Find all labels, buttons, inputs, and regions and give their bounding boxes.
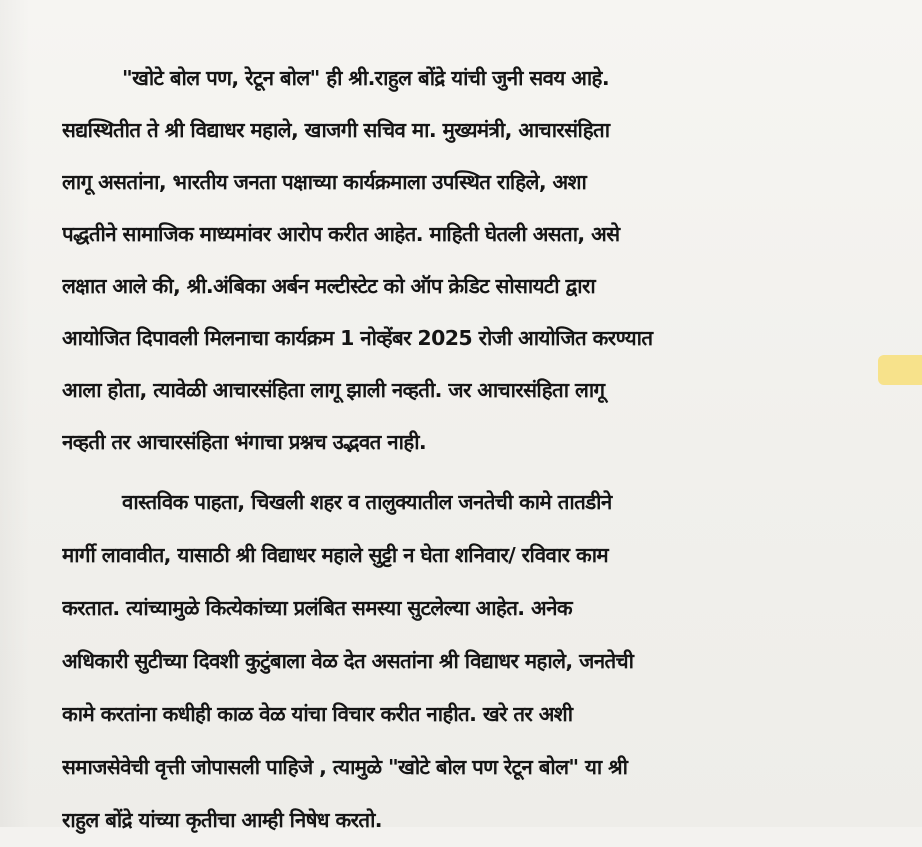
text-line: वास्तविक पाहता, चिखली शहर व तालुक्यातील जनतेची कामे तातडीने bbox=[122, 490, 612, 514]
scan-edge-shadow bbox=[0, 0, 30, 827]
text-line: मार्गी लावावीत, यासाठी श्री विद्याधर महाले सुट्टी न घेता शनिवार/ रविवार काम bbox=[62, 543, 609, 567]
text-line: सद्यस्थितीत ते श्री विद्याधर महाले, खाजगी सचिव मा. मुख्यमंत्री, आचारसंहिता bbox=[62, 118, 610, 142]
text-line: नव्हती तर आचारसंहिता भंगाचा प्रश्नच उद्भवत नाही. bbox=[62, 430, 427, 454]
text-line: लागू असतांना, भारतीय जनता पक्षाच्या कार्यक्रमाला उपस्थित राहिले, अशा bbox=[62, 170, 587, 194]
text-line: पद्धतीने सामाजिक माध्यमांवर आरोप करीत आहेत. माहिती घेतली असता, असे bbox=[62, 222, 620, 246]
text-line: "खोटे बोल पण, रेटून बोल" ही श्री.राहुल बोंद्रे यांची जुनी सवय आहे. bbox=[122, 66, 610, 90]
text-line: कामे करतांना कधीही काळ वेळ यांचा विचार करीत नाहीत. खरे तर अशी bbox=[62, 702, 573, 726]
text-line: अधिकारी सुटीच्या दिवशी कुटुंबाला वेळ देत असतांना श्री विद्याधर महाले, जनतेची bbox=[62, 649, 634, 673]
text-line: आला होता, त्यावेळी आचारसंहिता लागू झाली नव्हती. जर आचारसंहिता लागू bbox=[62, 378, 605, 402]
text-line: आयोजित दिपावली मिलनाचा कार्यक्रम 1 नोव्हेंबर 2025 रोजी आयोजित करण्यात bbox=[62, 326, 653, 350]
text-line: राहुल बोंद्रे यांच्या कृतीचा आम्ही निषेध करतो. bbox=[62, 808, 382, 832]
text-line: लक्षात आले की, श्री.अंबिका अर्बन मल्टीस्टेट को ऑप क्रेडिट सोसायटी द्वारा bbox=[62, 274, 596, 298]
highlighter-mark bbox=[878, 355, 922, 385]
text-line: समाजसेवेची वृत्ती जोपासली पाहिजे , त्यामुळे "खोटे बोल पण रेटून बोल" या श्री bbox=[62, 755, 628, 779]
paragraph-2 bbox=[62, 476, 862, 847]
text-line: करतात. त्यांच्यामुळे कित्येकांच्या प्रलंबित समस्या सुटलेल्या आहेत. अनेक bbox=[62, 596, 573, 620]
paragraph-1 bbox=[62, 52, 862, 468]
